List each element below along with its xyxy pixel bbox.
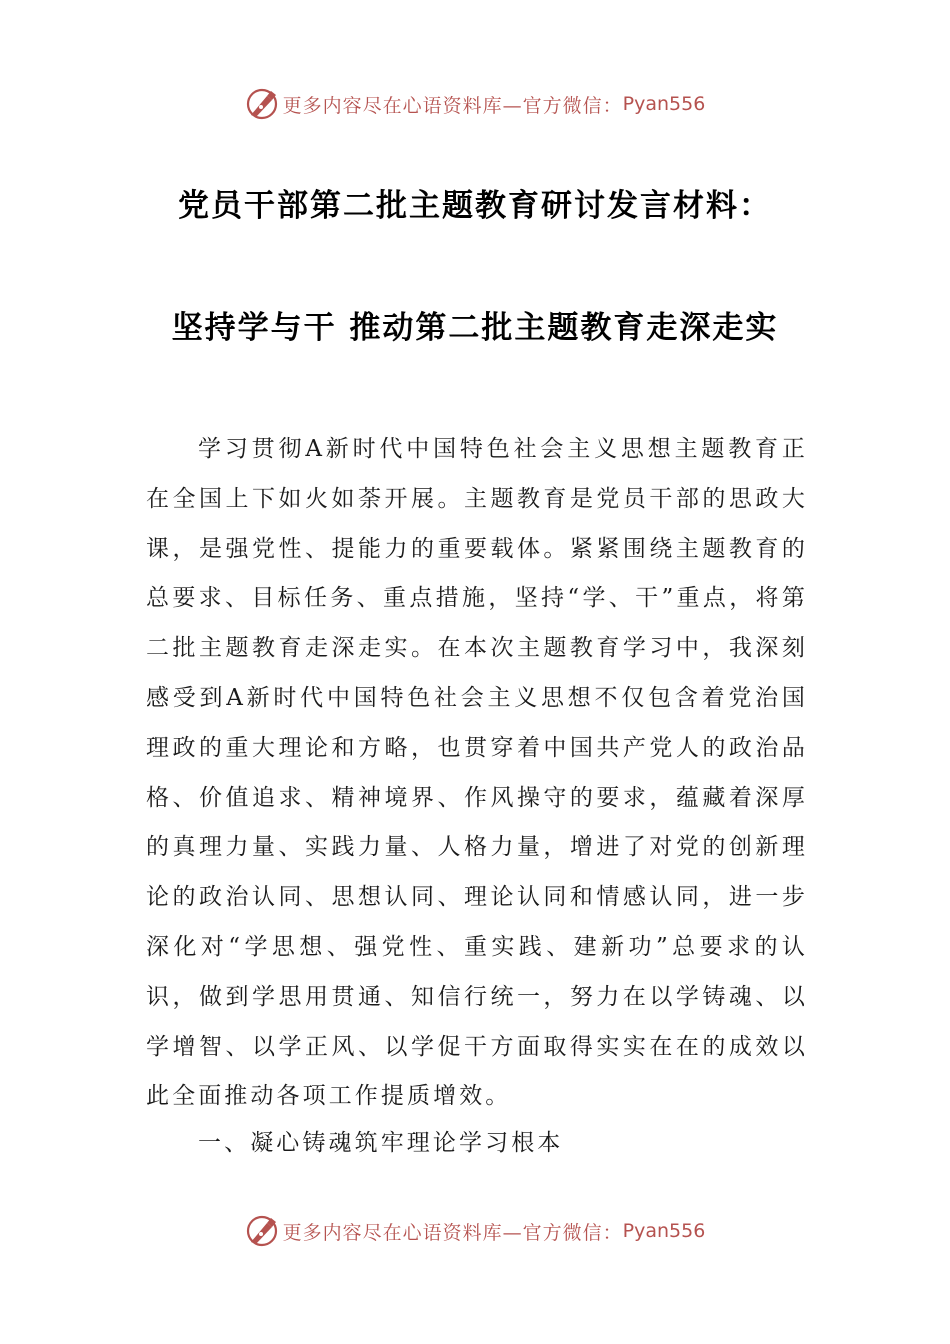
pen-nib-logo-icon bbox=[245, 87, 279, 121]
intro-paragraph: 学习贯彻A新时代中国特色社会主义思想主题教育正在全国上下如火如荼开展。主题教育是党员干部的思政大课，是强党性、提能力的重要载体。紧紧围绕主题教育的总要求、目标任务、重点措施，坚持“学、干”重点，将第二批主题教育走深走实。在本次主题教育学习中，我深刻感受到A新时代中国特色社会主义思想不仅包含着党治国理政的重大理论和方略，也贯穿着中国共产党人的政治品格、价值追求、精神境界、作风操守的要求，蕴藏着深厚的真理力量、实践力量、人格力量，增进了对党的创新理论的政治认同、思想认同、理论认同和情感认同，进一步深化对“学思想、强党性、重实践、建新功”总要求的认识，做到学思用贯通、知信行统一，努力在以学铸魂、以学增智、以学正风、以学促干方面取得实实在在的成效以此全面推动各项工作提质增效。 bbox=[146, 436, 808, 1110]
watermark-text: 更多内容尽在心语资料库—官方微信： bbox=[282, 94, 623, 117]
footer-watermark bbox=[0, 1211, 950, 1251]
document-title-line-2: 坚持学与干 推动第二批主题教育走深走实 bbox=[171, 310, 779, 346]
header-watermark bbox=[0, 84, 950, 124]
pen-nib-logo-icon bbox=[245, 1214, 279, 1248]
watermark-text: 更多内容尽在心语资料库—官方微信： bbox=[282, 1221, 623, 1244]
document-title-line-1: 党员干部第二批主题教育研讨发言材料： bbox=[178, 188, 772, 224]
watermark-wechat-id: Pyan556 bbox=[622, 1220, 706, 1242]
section-heading-1: 一、凝心铸魂筑牢理论学习根本 bbox=[198, 1130, 564, 1156]
watermark-wechat-id: Pyan556 bbox=[622, 93, 706, 115]
